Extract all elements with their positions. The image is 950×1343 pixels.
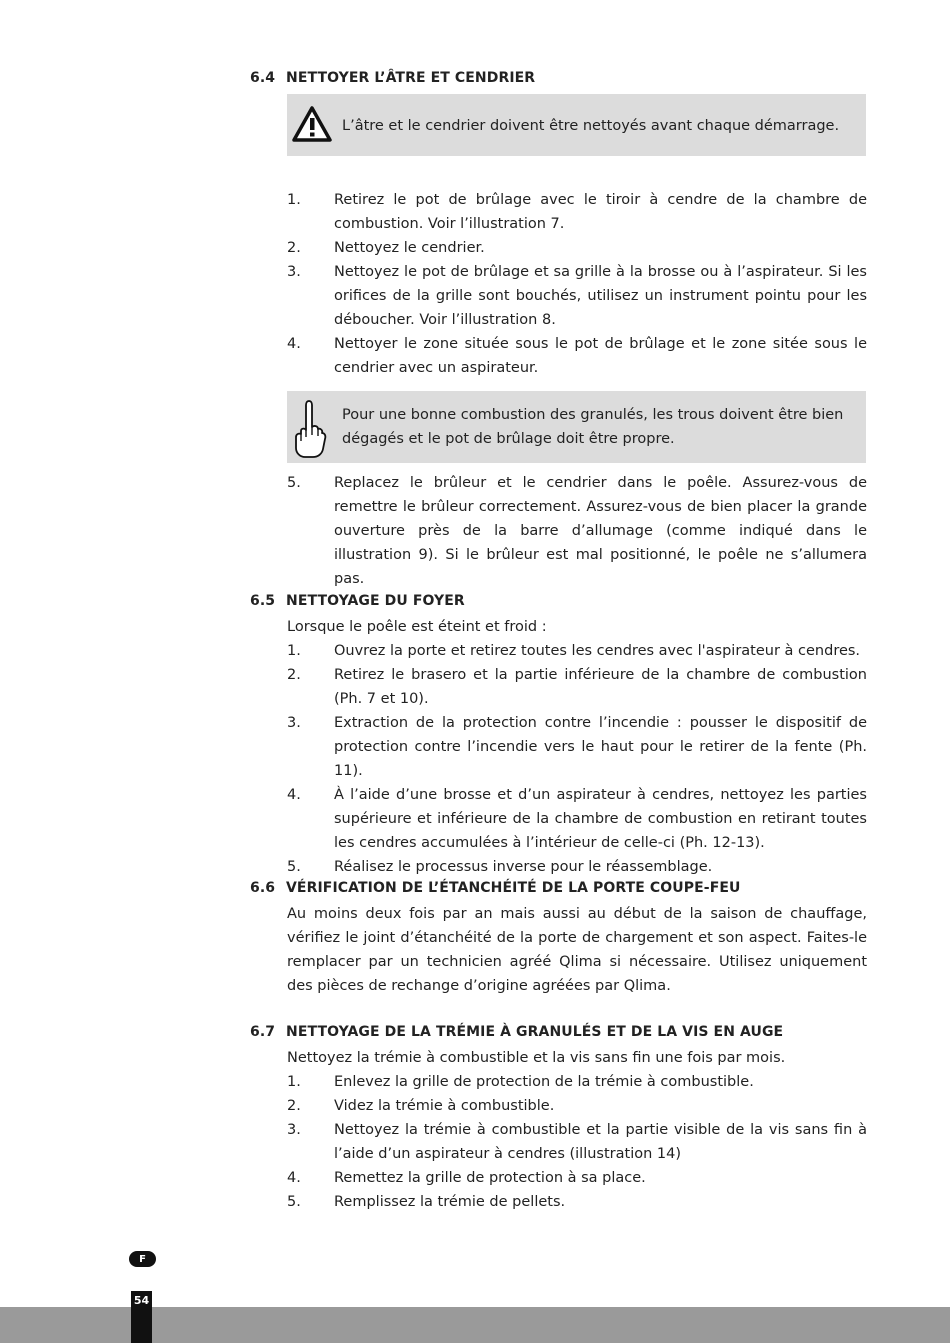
steps-list-6-4-continued: [287, 471, 867, 591]
list-item: 4. À l’aide d’une brosse et d’un aspirateur à cendres, nettoyez les parties supérieure et inférieure de la chambre de combustion en retirant toutes les cendres accumulées à l’intérieur de celle-ci (Ph. 12-13).: [287, 787, 867, 851]
language-badge: F: [129, 1251, 156, 1267]
section-title: NETTOYAGE DU FOYER: [286, 593, 465, 609]
list-item: 5. Replacez le brûleur et le cendrier dans le poêle. Assurez-vous de remettre le brûleur correctement. Assurez-vous de bien placer la grande ouverture près de la barre d’allumage (comme indiqué dans le illustration 9). Si le brûleur est mal positionné, le poêle ne s’allumera pas.: [287, 475, 867, 587]
note-text: Pour une bonne combustion des granulés, les trous doivent être bien dégagés et le pot de brûlage doit être propre.: [342, 407, 844, 447]
pointing-hand-icon: [291, 397, 327, 465]
list-item: 1. Retirez le pot de brûlage avec le tiroir à cendre de la chambre de combustion. Voir l’illustration 7.: [287, 192, 867, 232]
warning-text: L’âtre et le cendrier doivent être nettoyés avant chaque démarrage.: [342, 118, 840, 134]
steps-list-6-5: [287, 639, 867, 879]
page-number: 54: [131, 1291, 152, 1343]
list-item: 5. Remplissez la trémie de pellets.: [287, 1194, 566, 1210]
list-item: 2. Videz la trémie à combustible.: [287, 1098, 555, 1114]
list-item: 2. Nettoyez le cendrier.: [287, 240, 485, 256]
list-item: 3. Extraction de la protection contre l’incendie : pousser le dispositif de protection contre l’incendie vers le haut pour le retirer de la fente (Ph. 11).: [287, 715, 867, 779]
list-item: 4. Remettez la grille de protection à sa place.: [287, 1170, 646, 1186]
section-intro: Nettoyez la trémie à combustible et la vis sans fin une fois par mois.: [287, 1050, 786, 1066]
section-heading-6-4: [250, 70, 535, 86]
list-item: 1. Enlevez la grille de protection de la trémie à combustible.: [287, 1074, 754, 1090]
list-item: 3. Nettoyez la trémie à combustible et la partie visible de la vis sans fin à l’aide d’un aspirateur à cendres (illustration 14): [287, 1122, 867, 1162]
section-number: 6.4: [250, 70, 276, 86]
note-box: [287, 391, 866, 463]
section-heading-6-5: [250, 593, 465, 609]
section-heading-6-7: [250, 1024, 783, 1040]
warning-box: [287, 94, 866, 156]
warning-triangle-icon: [291, 105, 333, 147]
section-title: NETTOYER L’ÂTRE ET CENDRIER: [286, 70, 536, 86]
section-number: 6.5: [250, 593, 276, 609]
section-intro: Lorsque le poêle est éteint et froid :: [287, 619, 547, 635]
section-title: VÉRIFICATION DE L’ÉTANCHÉITÉ DE LA PORTE COUPE-FEU: [286, 880, 741, 896]
list-item: 2. Retirez le brasero et la partie inférieure de la chambre de combustion (Ph. 7 et 10).: [287, 667, 867, 707]
section-number: 6.6: [250, 880, 276, 896]
list-item: 5. Réalisez le processus inverse pour le réassemblage.: [287, 859, 713, 875]
steps-list-6-4: [287, 188, 867, 380]
steps-list-6-7: [287, 1070, 867, 1214]
list-item: 4. Nettoyer le zone située sous le pot de brûlage et le zone sitée sous le cendrier avec un aspirateur.: [287, 336, 867, 376]
list-item: 3. Nettoyez le pot de brûlage et sa grille à la brosse ou à l’aspirateur. Si les orifices de la grille sont bouchés, utilisez un instrument pointu pour les déboucher. Voir l’illustration 8.: [287, 264, 867, 328]
list-item: 1. Ouvrez la porte et retirez toutes les cendres avec l'aspirateur à cendres.: [287, 643, 861, 659]
section-number: 6.7: [250, 1024, 276, 1040]
section-paragraph: Au moins deux fois par an mais aussi au début de la saison de chauffage, vérifiez le joint d’étanchéité de la porte de chargement et son aspect. Faites-le remplacer par un technicien agréé Qlima si nécessaire. Utilisez uniquement des pièces de rechange d’origine agréées par Qlima.: [287, 906, 867, 994]
section-title: NETTOYAGE DE LA TRÉMIE À GRANULÉS ET DE LA VIS EN AUGE: [286, 1024, 784, 1040]
section-heading-6-6: [250, 880, 741, 896]
